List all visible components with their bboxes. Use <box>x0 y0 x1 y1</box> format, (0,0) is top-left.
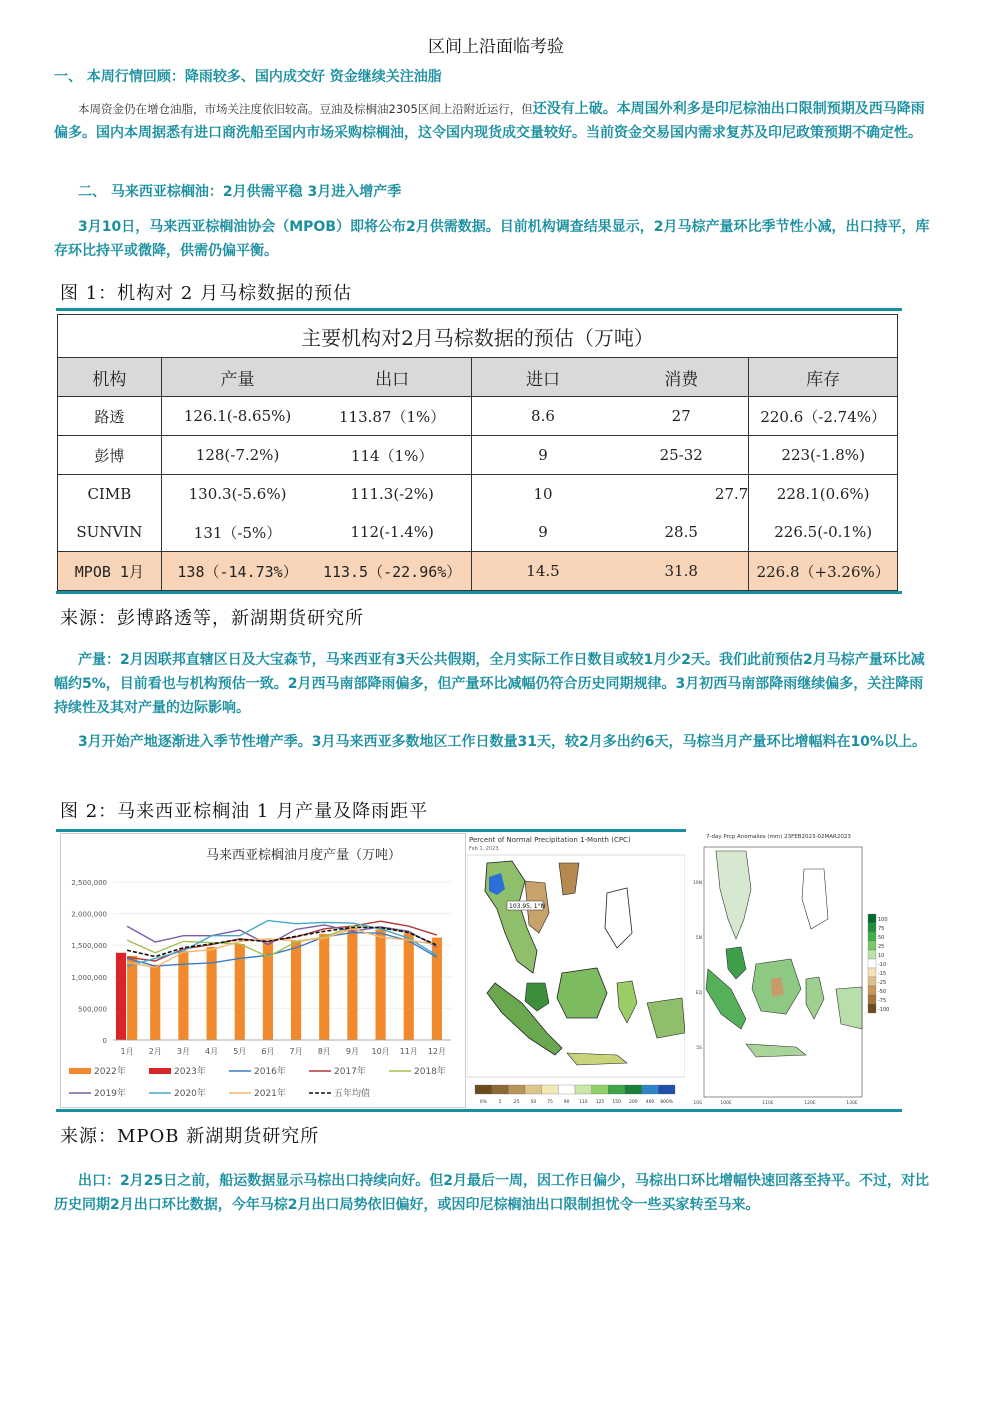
legend-swatch <box>69 1068 91 1074</box>
figure2-source: 来源：MPOB 新湖期货研究所 <box>60 1126 320 1147</box>
anomaly-legend-label: 10 <box>878 953 885 959</box>
lat-label: EQ <box>695 991 702 996</box>
cell-stock: 220.6（-2.74%） <box>749 397 898 436</box>
y-tick-label: 1,000,000 <box>71 973 107 982</box>
x-tick-label: 12月 <box>427 1047 447 1056</box>
production-chart-svg <box>61 834 465 1107</box>
anomaly-legend-swatch <box>868 1004 876 1013</box>
production-paragraph: 产量：2月因联邦直辖区日及大宝森节，马来西亚有3天公共假期，全月实际工作日数目或较1月少2天。我们此前预估2月马棕产量环比减幅约5%，目前看也与机构预估一致。2月西马南部降雨偏多，但产量环比减幅仍符合历史同期规律。3月初西马南部降雨继续偏多，关注降雨持续性及其对产量的边际影响。 <box>54 652 925 716</box>
anomaly-map-svg <box>686 829 902 1108</box>
scale-swatch <box>542 1085 559 1094</box>
legend-label: 五年均值 <box>334 1089 371 1099</box>
chart-title: 马来西亚棕榈油月度产量（万吨） <box>206 848 402 863</box>
table-title: 主要机构对2月马棕数据的预估（万吨） <box>58 315 898 358</box>
anomaly-legend-swatch <box>868 932 876 941</box>
scale-label: 200 <box>629 1100 638 1105</box>
cell-import: 9 <box>538 523 548 541</box>
cell-export: 114（1%） <box>313 436 471 475</box>
scale-swatch <box>575 1085 592 1094</box>
scale-label: 5 <box>498 1100 502 1105</box>
cell-import: 9 <box>471 436 614 475</box>
y-tick-label: 2,500,000 <box>71 879 107 887</box>
y-tick-label: 500,000 <box>78 1005 107 1014</box>
anomaly-legend-swatch <box>868 995 876 1004</box>
cell-import: 8.6 <box>471 397 614 436</box>
scale-swatch <box>558 1085 575 1094</box>
figure2-bottom-rule <box>56 1109 902 1112</box>
cell-stock: 223(-1.8%) <box>749 436 898 475</box>
bar-2023年 <box>116 953 126 1040</box>
anomaly-legend-label: -75 <box>878 998 887 1004</box>
x-tick-label: 10月 <box>371 1047 390 1056</box>
anomaly-legend-swatch <box>868 950 876 959</box>
series-line-2017年 <box>127 921 437 961</box>
legend-label: 2018年 <box>414 1067 446 1077</box>
anomaly-legend-swatch <box>868 986 876 995</box>
cell-production: 128(-7.2%) <box>161 436 313 475</box>
figure1-source: 来源：彭博路透等，新湖期货研究所 <box>60 608 364 629</box>
series-line-2021年 <box>127 929 437 968</box>
bar-2022年 <box>347 928 357 1040</box>
bar-2022年 <box>376 929 386 1040</box>
cell-export: 112(-1.4%) <box>313 513 471 552</box>
scale-label: 400 <box>645 1100 655 1105</box>
anomaly-legend-swatch <box>868 923 876 932</box>
series-line-2020年 <box>127 921 437 967</box>
figure2-caption: 图 2：马来西亚棕榈油 1 月产量及降雨距平 <box>60 801 429 822</box>
anomaly-legend-label: 25 <box>878 944 885 950</box>
table-row-mpob <box>58 552 898 592</box>
legend-label: 2021年 <box>254 1089 286 1099</box>
bar-2022年 <box>150 965 160 1040</box>
anomaly-legend-label: -100 <box>878 1007 890 1013</box>
header-org: 机构 <box>58 358 162 397</box>
lon-label: 110E <box>762 1101 774 1106</box>
bar-2022年 <box>291 941 301 1040</box>
estimates-table <box>57 314 898 592</box>
x-tick-label: 11月 <box>399 1047 418 1056</box>
y-tick-label: 1,500,000 <box>71 942 107 951</box>
legend-label: 2022年 <box>94 1067 126 1077</box>
anomaly-legend-swatch <box>868 977 876 986</box>
anomaly-legend-label: 100 <box>878 917 888 923</box>
x-tick-label: 2月 <box>148 1047 162 1056</box>
lat-label: 10N <box>692 881 702 886</box>
header-stock: 库存 <box>749 358 898 397</box>
table-row <box>58 397 898 436</box>
export-paragraph: 出口：2月25日之前，船运数据显示马棕出口持续向好。但2月最后一周，因工作日偏少，马棕出口环比增幅快速回落至持平。不过，对比历史同期2月出口环比数据，今年马棕2月出口局势依旧偏好，或因印尼棕榈油出口限制担忧令一些买家转至马来。 <box>54 1173 929 1213</box>
cell-production: 126.1(-8.65%) <box>161 397 313 436</box>
map2-title: 7-day Prcp Anomalies (mm) 23FEB2023-02MAR2023 <box>706 834 851 840</box>
cell-consumption: 31.8 <box>614 552 749 592</box>
cell-org: SUNVIN <box>58 513 162 552</box>
lon-label: 130E <box>846 1101 858 1106</box>
anomaly-legend-label: -25 <box>878 980 887 986</box>
cell-export: 111.3(-2%) <box>313 475 471 514</box>
anomaly-legend-label: 75 <box>878 926 885 932</box>
header-export: 出口 <box>313 358 471 397</box>
borneo <box>557 968 607 1018</box>
legend-swatch <box>149 1068 171 1074</box>
map1-marker-label: 103.95, 1°N <box>509 903 546 910</box>
map1-title: Percent of Normal Precipitation 1-Month (CPC) <box>469 836 631 844</box>
x-tick-label: 4月 <box>205 1047 219 1056</box>
legend-label: 2017年 <box>334 1067 366 1077</box>
seasonal-paragraph: 3月开始产地逐渐进入季节性增产季。3月马来西亚多数地区工作日数量31天，较2月多出约6天，马棕当月产量环比增幅料在10%以上。 <box>78 734 926 750</box>
x-tick-label: 7月 <box>289 1047 303 1056</box>
x-tick-label: 1月 <box>120 1047 134 1056</box>
legend-label: 2016年 <box>254 1067 286 1077</box>
scale-swatch <box>592 1085 609 1094</box>
scale-label: 25 <box>513 1100 520 1105</box>
anomaly-legend-label: -10 <box>878 962 887 968</box>
scale-label: 75 <box>547 1100 553 1105</box>
scale-swatch <box>625 1085 642 1094</box>
cell-consumption: 27.7 <box>614 475 749 514</box>
figure1-bottom-rule <box>56 591 902 594</box>
scale-swatch <box>658 1085 675 1094</box>
production-chart <box>60 833 466 1108</box>
anomaly-map <box>686 829 902 1108</box>
legend-label: 2023年 <box>174 1067 206 1077</box>
bar-2022年 <box>207 947 217 1040</box>
anomaly-legend-swatch <box>868 968 876 977</box>
cell-stock: 228.1(0.6%) <box>749 475 898 514</box>
x-tick-label: 5月 <box>233 1047 247 1056</box>
cell-org: 路透 <box>58 397 162 436</box>
section2-heading: 二、 马来西亚棕榈油：2月供需平稳 3月进入增产季 <box>78 184 402 200</box>
scale-label: 0% <box>479 1100 487 1105</box>
table-row <box>58 475 898 514</box>
figure1-top-rule <box>56 308 902 311</box>
precipitation-map <box>467 833 685 1108</box>
legend-label: 2019年 <box>94 1089 126 1099</box>
bar-2022年 <box>127 956 137 1040</box>
map1-subtitle: Feb 1, 2023 <box>469 846 499 852</box>
cell-production: 130.3(-5.6%) <box>188 485 287 503</box>
table-row <box>58 513 898 552</box>
header-consumption: 消费 <box>614 358 749 397</box>
x-tick-label: 6月 <box>261 1047 275 1056</box>
page-title: 区间上沿面临考验 <box>428 37 564 57</box>
scale-swatch <box>525 1085 542 1094</box>
anomaly-legend-swatch <box>868 914 876 923</box>
scale-label: 125 <box>595 1100 605 1105</box>
cell-import: 14.5 <box>471 552 614 592</box>
anomaly-legend-swatch <box>868 941 876 950</box>
scale-label: 50 <box>530 1100 537 1105</box>
precipitation-map-svg <box>467 833 685 1108</box>
y-tick-label: 2,000,000 <box>71 910 107 919</box>
cell-consumption: 28.5 <box>614 513 749 552</box>
cell-org: 彭博 <box>58 436 162 475</box>
scale-swatch <box>508 1085 525 1094</box>
cell-production: 131（-5%） <box>193 523 282 542</box>
cell-org: CIMB <box>58 475 162 514</box>
scale-swatch <box>608 1085 625 1094</box>
header-production: 产量 <box>161 358 313 397</box>
cell-stock: 226.5(-0.1%) <box>749 513 898 552</box>
cell-export: 113.5（-22.96%） <box>313 552 471 592</box>
bar-2022年 <box>319 934 329 1040</box>
section1-paragraph <box>54 97 934 145</box>
x-tick-label: 8月 <box>317 1047 331 1056</box>
x-tick-label: 9月 <box>345 1047 359 1056</box>
lat-label: 5N <box>695 936 702 941</box>
cell-export: 113.87（1%） <box>313 397 471 436</box>
cell-import: 10 <box>533 485 553 503</box>
lat-label: 5S <box>696 1046 702 1051</box>
cell-production: 138（-14.73%） <box>161 552 313 592</box>
anomaly-legend-label: -15 <box>878 971 887 977</box>
scale-swatch <box>642 1085 659 1094</box>
header-import: 进口 <box>471 358 614 397</box>
cell-stock: 226.8（+3.26%） <box>749 552 898 592</box>
scale-swatch <box>475 1085 492 1094</box>
section1-paragraph-plain: 本周资金仍在增仓油脂，市场关注度依旧较高。豆油及棕榈油2305区间上沿附近运行，但 <box>78 102 533 116</box>
scale-label: 110 <box>579 1100 588 1105</box>
figure1-caption: 图 1：机构对 2 月马棕数据的预估 <box>60 283 353 304</box>
cell-consumption: 27 <box>614 397 749 436</box>
scale-swatch <box>492 1085 509 1094</box>
anomaly-legend-swatch <box>868 959 876 968</box>
scale-label: 800% <box>660 1100 674 1105</box>
lat-label: 10S <box>693 1101 702 1106</box>
y-tick-label: 0 <box>102 1037 107 1045</box>
table-row <box>58 436 898 475</box>
section1-heading: 一、 本周行情回顾：降雨较多、国内成交好 资金继续关注油脂 <box>54 69 442 85</box>
legend-label: 2020年 <box>174 1089 206 1099</box>
scale-label: 150 <box>612 1100 621 1105</box>
scale-label: 90 <box>563 1100 570 1105</box>
lon-label: 100E <box>720 1101 732 1106</box>
cell-org: MPOB 1月 <box>58 552 162 592</box>
cell-consumption: 25-32 <box>614 436 749 475</box>
bar-2022年 <box>404 933 414 1040</box>
anomaly-legend-label: 50 <box>878 935 885 941</box>
section1-paragraph-bold: 还没有上破。本周国外利多是印尼棕油出口限制预期及西马降雨偏多。国内本周据悉有进口商洗船至国内市场采购棕榈油，这令国内现货成交量较好。当前资金交易国内需求复苏及印尼政策预期不确定性。 <box>54 101 925 141</box>
x-tick-label: 3月 <box>176 1047 190 1056</box>
anomaly-legend-label: -50 <box>878 989 887 995</box>
section2-paragraph: 3月10日，马来西亚棕榈油协会（MPOB）即将公布2月供需数据。目前机构调查结果显示，2月马棕产量环比季节性小减，出口持平，库存环比持平或微降，供需仍偏平衡。 <box>54 219 930 259</box>
lon-label: 120E <box>804 1101 816 1106</box>
